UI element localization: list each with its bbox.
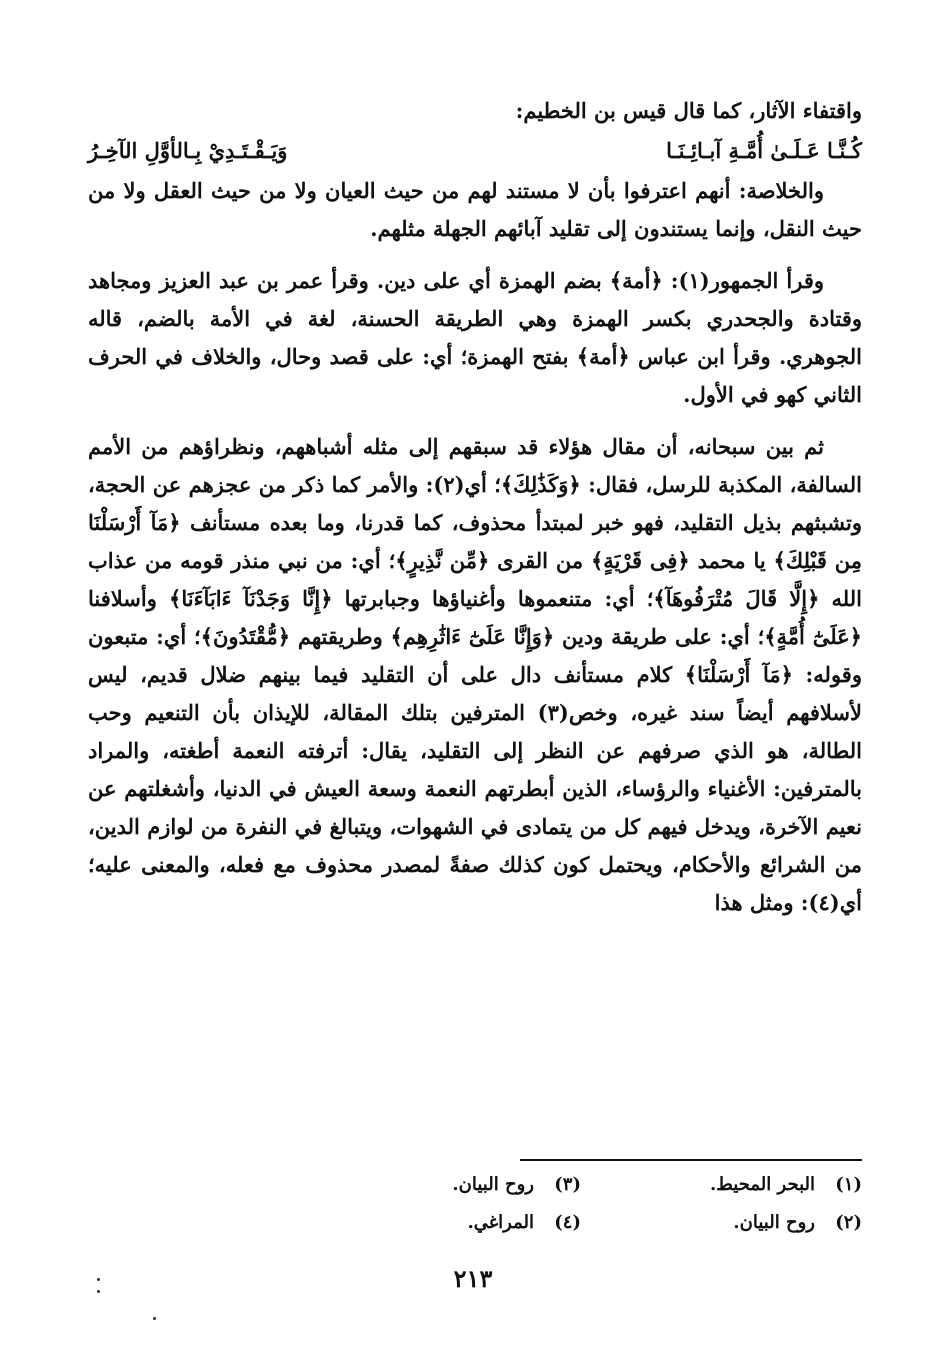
poem-verse [88, 132, 862, 170]
summary-paragraph [88, 172, 862, 248]
paragraph-commentary: ثم بين سبحانه، أن مقال هؤلاء قد سبقهم إلى مثله أشباههم، ونظراؤهم من الأمم السالفة، المكذبة للرسل، فقال: ﴿وَكَذَٰلِكَ﴾؛ أي(٢): والأمر كما ذكر من عجزهم عن الحجة، وتشبثهم بذيل التقليد، فهو خبر لمبتدأ محذوف، كما قدرنا، وما بعده مستأنف ﴿مَآ أَرْسَلْنَا مِن قَبْلِكَ﴾ يا محمد ﴿فِى قَرْيَةٍ﴾ من القرى ﴿مِّن نَّذِيرٍ﴾؛ أي: من نبي منذر قومه من عذاب الله ﴿إِلَّا قَالَ مُتْرَفُوهَآ﴾؛ أي: متنعموها وأغنياؤها وجبابرتها ﴿إِنَّا وَجَدْنَآ ءَابَآءَنَا﴾ وأسلافنا ﴿عَلَىٰٓ أُمَّةٍ﴾؛ أي: على طريقة ودين ﴿وَإِنَّا عَلَىٰٓ ءَاثَٰرِهِم﴾ وطريقتهم ﴿مُّقْتَدُونَ﴾؛ أي: متبعون وقوله: ﴿مَآ أَرْسَلْنَا﴾ كلام مستأنف دال على أن التقليد فيما بينهم ضلال قديم، ليس لأسلافهم أيضاً سند غيره، وخص(٣) المترفين بتلك المقالة، للإيذان بأن التنعيم وحب الطالة، هو الذي صرفهم عن النظر إلى التقليد، يقال: أترفته النعمة أطغته، والمراد بالمترفين: الأغنياء والرؤساء، الذين أبطرتهم النعمة وسعة العيش في الدنيا، وأشغلتهم عن نعيم الآخرة، ويدخل فيهم كل من يتمادى في الشهوات، ويتبالغ في النفرة من لوازم الدين، من الشرائع والأحكام، ويحتمل كون كذلك صفةً لمصدر محذوف مع فعله، والمعنى عليه؛ أي(٤): ومثل هذا [88, 434, 862, 915]
verse-second-hemistich: وَيَـقْـتَـدِيْ بِـالأوَّلِ الآخِـرُ [88, 138, 288, 163]
scan-speck [97, 1290, 100, 1293]
footnote-number: (٣) [554, 1174, 581, 1195]
footnote-text: البحر المحيط. [709, 1174, 815, 1195]
intro-line: واقتفاء الآثار، كما قال قيس بن الخطيم: [515, 98, 862, 123]
summary-text: أنهم اعترفوا بأن لا مستند لهم من حيث العيان ولا من حيث العقل ولا من حيث النقل، وإنما يستندون إلى تقليد آبائهم الجهلة مثلهم. [88, 178, 862, 241]
footnote-text: روح البيان. [733, 1212, 815, 1233]
footnote-2 [581, 1210, 862, 1236]
footnotes [300, 1172, 862, 1236]
summary-label: والخلاصة: [738, 178, 824, 203]
verse-first-hemistich: كُـنَّـا عَـلَـىٰ أُمَّـةِ آبـائِـنَـا [666, 138, 862, 163]
page-number: ٢١٣ [453, 1264, 493, 1293]
paragraph-readings: وقرأ الجمهور(١): ﴿أمة﴾ بضم الهمزة أي على دين. وقرأ عمر بن عبد العزيز ومجاهد وقتادة والجحدري بكسر الهمزة وهي الطريقة الحسنة، لغة في الأمة بالضم، قاله الجوهري. وقرأ ابن عباس ﴿أمة﴾ بفتح الهمزة؛ أي: على قصد وحال، والخلاف في الحرف الثاني كهو في الأول. [88, 268, 862, 407]
page-body [88, 92, 862, 936]
footnote-text: المراغي. [467, 1212, 534, 1233]
footnote-divider [520, 1159, 862, 1161]
footnote-3 [300, 1172, 581, 1198]
footnote-1 [581, 1172, 862, 1198]
footnote-number: (٢) [835, 1212, 862, 1233]
scan-speck [97, 1278, 100, 1281]
footnote-4 [300, 1210, 581, 1236]
footnote-text: روح البيان. [452, 1174, 534, 1195]
scan-speck [153, 1317, 156, 1320]
footnote-number: (١) [835, 1174, 862, 1195]
footnote-number: (٤) [554, 1212, 581, 1233]
